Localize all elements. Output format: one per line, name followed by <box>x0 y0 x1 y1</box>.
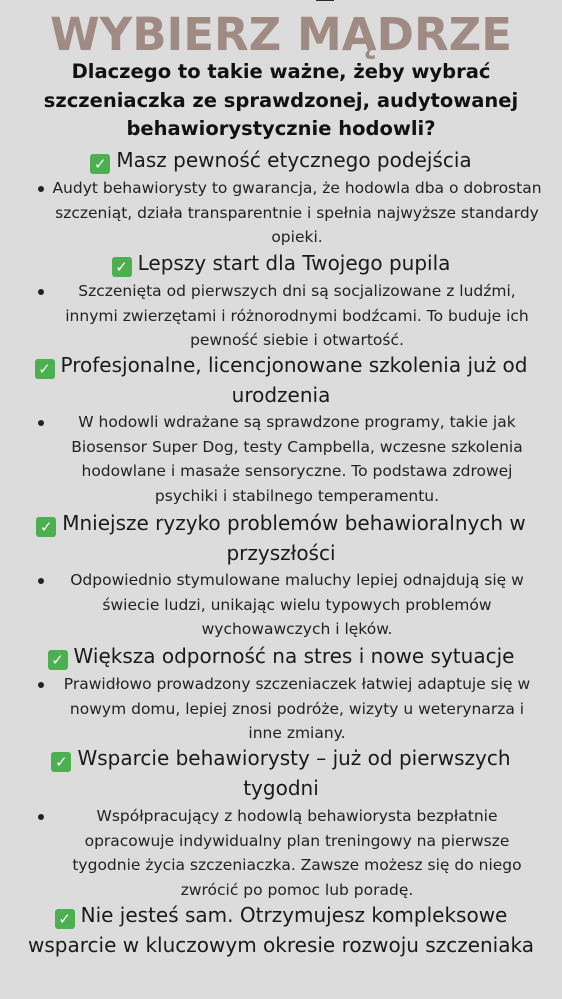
section-3-text: W hodowli wdrażane są sprawdzone programy, takie jak Biosensor Super Dog, testy Campbella, wczesne szkolenia hodowlane i masaże sensoryczne. To podstawa zdrowej psychiki i stabilnego temperamentu. <box>71 413 523 505</box>
section-2-heading: ✓ Lepszy start dla Twojego pupila <box>20 248 542 278</box>
section-5-heading: ✓ Większa odporność na stres i nowe sytuacje <box>20 641 542 671</box>
section-1-text: Audyt behawiorysty to gwarancja, że hodowla dba o dobrostan szczeniąt, działa transparentnie i spełnia najwyższe standardy opieki. <box>52 179 542 246</box>
section-5-text: Prawidłowo prowadzony szczeniaczek łatwiej adaptuje się w nowym domu, lepiej znosi podróże, wizyty u weterynarza i inne zmiany. <box>63 675 531 742</box>
bullet-icon <box>38 682 44 688</box>
page-title: WYBIERZ MĄDRZE <box>50 8 512 61</box>
section-6-heading: ✓ Wsparcie behawiorysty – już od pierwszych tygodni <box>20 743 542 803</box>
bullet-icon <box>38 814 44 820</box>
bullet-icon <box>38 186 44 192</box>
check-mark-icon: ✓ <box>36 517 56 537</box>
check-mark-icon: ✓ <box>90 154 110 174</box>
top-dash-decoration <box>316 0 334 1</box>
section-3-heading: ✓ Profesjonalne, licencjonowane szkolenia już od urodzenia <box>20 350 542 410</box>
check-mark-icon: ✓ <box>112 257 132 277</box>
intro-question: Dlaczego to takie ważne, żeby wybrać szczeniaczka ze sprawdzonej, audytowanej behawiorystycznie hodowli? <box>43 60 519 140</box>
check-mark-icon: ✓ <box>35 359 55 379</box>
section-1-heading: ✓ Masz pewność etycznego podejścia <box>20 145 542 175</box>
section-6-text: Współpracujący z hodowlą behawiorysta bezpłatnie opracowuje indywidualny plan treningowy na pierwsze tygodnie życia szczeniaczka. Zawsze możesz się do niego zwrócić po pomoc lub poradę. <box>72 807 522 899</box>
bullet-icon <box>38 420 44 426</box>
check-mark-icon: ✓ <box>55 909 75 929</box>
check-mark-icon: ✓ <box>48 650 68 670</box>
bullet-icon <box>38 289 44 295</box>
check-mark-icon: ✓ <box>51 752 71 772</box>
section-4-heading: ✓ Mniejsze ryzyko problemów behawioralnych w przyszłości <box>20 508 542 568</box>
section-7-heading: ✓ Nie jesteś sam. Otrzymujesz kompleksowe wsparcie w kluczowym okresie rozwoju szczeniaka <box>28 903 534 957</box>
section-2-text: Szczenięta od pierwszych dni są socjalizowane z ludźmi, innymi zwierzętami i różnorodnymi bodźcami. To buduje ich pewność siebie i otwartość. <box>65 282 529 349</box>
bullet-icon <box>38 578 44 584</box>
section-4-text: Odpowiednio stymulowane maluchy lepiej odnajdują się w świecie ludzi, unikając wielu typowych problemów wychowawczych i lęków. <box>70 571 524 638</box>
